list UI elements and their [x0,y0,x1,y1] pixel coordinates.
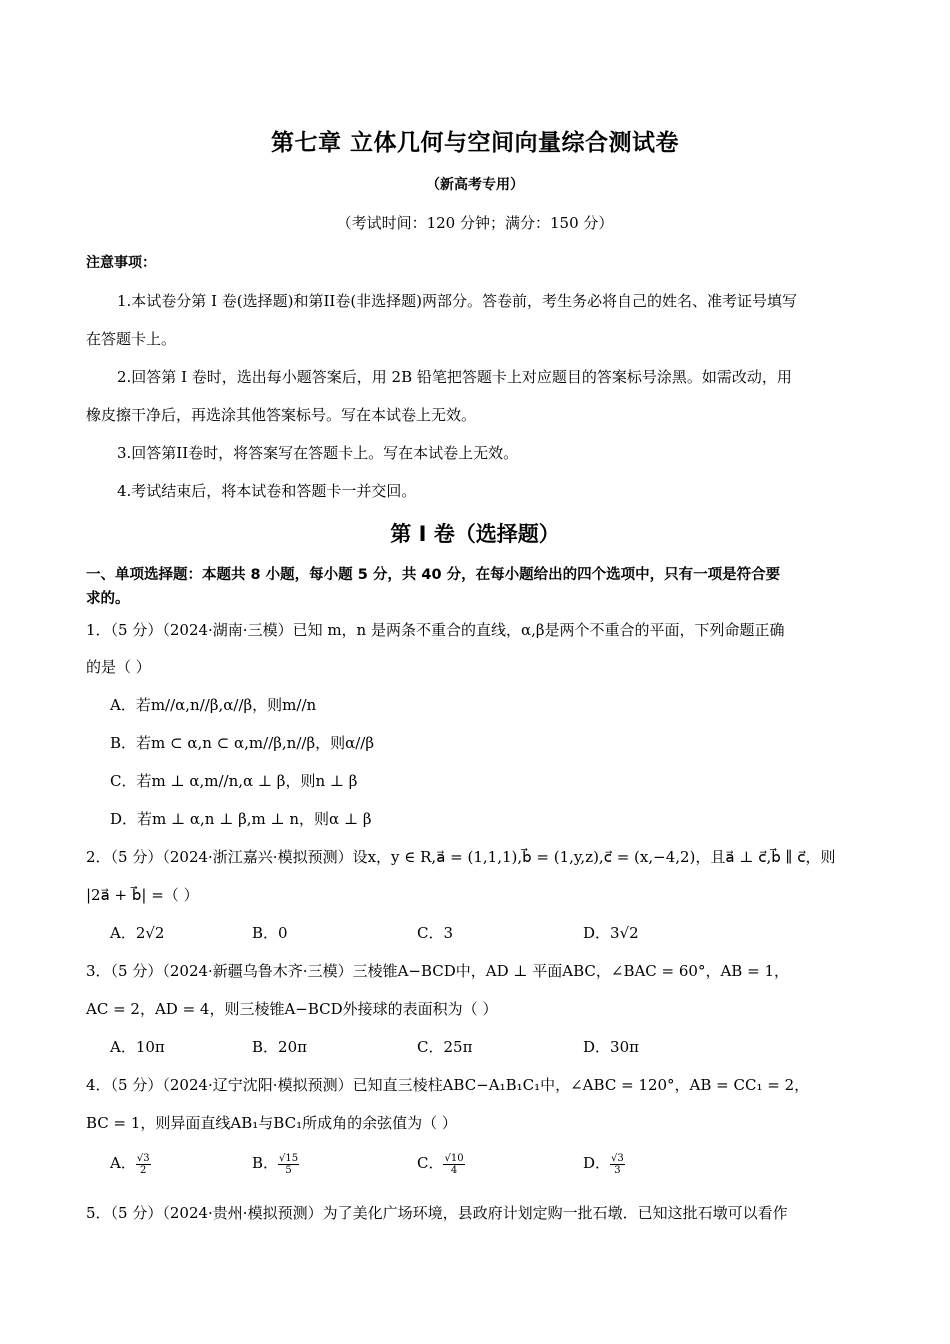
fraction-numerator: √3 [136,1152,150,1164]
question-1-option-b: B．若m ⊂ α,n ⊂ α,m//β,n//β，则α//β [110,734,375,752]
question-4-option-c [417,1152,465,1176]
section-title: 第 I 卷（选择题） [390,522,560,546]
question-4-stem: 4．（5 分）（2024·辽宁沈阳·模拟预测）已知直三棱柱ABC−A₁B₁C₁中，∠ABC = 120°，AB = CC₁ = 2， [86,1076,810,1094]
note-line: 4.考试结束后，将本试卷和答题卡一并交回。 [117,482,417,500]
question-1-stem: 1．（5 分）（2024·湖南·三模）已知 m，n 是两条不重合的直线，α,β是两个不重合的平面，下列命题正确 [86,621,785,639]
part-description: 求的。 [86,591,130,607]
question-2-stem: 2．（5 分）（2024·浙江嘉兴·模拟预测）设x，y ∈ R,a⃗ = (1,1,1),b⃗ = (1,y,z),c⃗ = (x,−4,2)，且a⃗ ⊥ c⃗,b⃗ ∥ c⃗，则 [86,848,836,866]
fraction-denominator: 2 [140,1164,147,1176]
note-line: 在答题卡上。 [86,330,177,348]
question-3-option-d: D．30π [583,1038,639,1056]
question-3-option-c: C．25π [417,1038,473,1056]
question-3-option-a: A．10π [110,1038,165,1056]
exam-info: （考试时间：120 分钟；满分：150 分） [336,214,614,232]
fraction-denominator: 4 [450,1164,458,1176]
question-2-option-a: A．2√2 [110,924,165,942]
fraction-denominator: 3 [614,1164,621,1176]
option-label: D． [583,1154,611,1172]
question-3-option-b: B．20π [252,1038,307,1056]
note-line: 1.本试卷分第 I 卷(选择题)和第II卷(非选择题)两部分。答卷前，考生务必将自己的姓名、准考证号填写 [117,292,798,310]
question-4-stem-cont: BC = 1，则异面直线AB₁与BC₁所成角的余弦值为（ ） [86,1114,457,1132]
fraction-numerator: √15 [279,1152,299,1164]
question-1-stem-cont: 的是（ ） [86,658,151,676]
note-line: 3.回答第II卷时，将答案写在答题卡上。写在本试卷上无效。 [117,444,519,462]
fraction [443,1153,464,1176]
question-5-stem: 5．（5 分）（2024·贵州·模拟预测）为了美化广场环境，县政府计划定购一批石墩．已知这批石墩可以看作 [86,1204,788,1222]
note-line: 2.回答第 I 卷时，选出每小题答案后，用 2B 铅笔把答题卡上对应题目的答案标号涂黑。如需改动，用 [117,368,792,386]
note-line: 橡皮擦干净后，再选涂其他答案标号。写在本试卷上无效。 [86,406,477,424]
fraction-numerator: √3 [611,1152,624,1164]
fraction [278,1153,299,1176]
question-2-stem-cont: |2a⃗ + b⃗| =（ ） [86,886,199,904]
question-2-option-d: D．3√2 [583,924,639,942]
fraction-denominator: 5 [285,1164,292,1176]
fraction [136,1153,151,1176]
notes-heading: 注意事项： [86,255,156,271]
option-label: B． [252,1154,279,1172]
question-3-stem: 3．（5 分）（2024·新疆乌鲁木齐·三模）三棱锥A−BCD中，AD ⊥ 平面ABC，∠BAC = 60°，AB = 1， [86,962,789,980]
question-4-option-b [252,1152,299,1176]
question-3-stem-cont: AC = 2，AD = 4，则三棱锥A−BCD外接球的表面积为（ ） [86,1000,498,1018]
question-2-option-b: B．0 [252,924,288,942]
question-4-option-a [110,1152,151,1176]
question-1-option-d: D．若m ⊥ α,n ⊥ β,m ⊥ n，则α ⊥ β [110,810,372,828]
question-1-option-c: C．若m ⊥ α,m//n,α ⊥ β，则n ⊥ β [110,772,358,790]
fraction [610,1153,625,1176]
question-2-option-c: C．3 [417,924,454,942]
option-label: C． [417,1154,444,1172]
fraction-numerator: √10 [444,1152,464,1164]
part-description: 一、单项选择题：本题共 8 小题，每小题 5 分，共 40 分，在每小题给出的四个选项中，只有一项是符合要 [86,567,781,583]
question-4-option-d [583,1152,625,1176]
question-1-option-a: A．若m//α,n//β,α//β，则m//n [110,696,317,714]
page-subtitle: （新高考专用） [426,177,524,193]
page-title: 第七章 立体几何与空间向量综合测试卷 [270,130,679,156]
option-label: A． [110,1154,136,1172]
